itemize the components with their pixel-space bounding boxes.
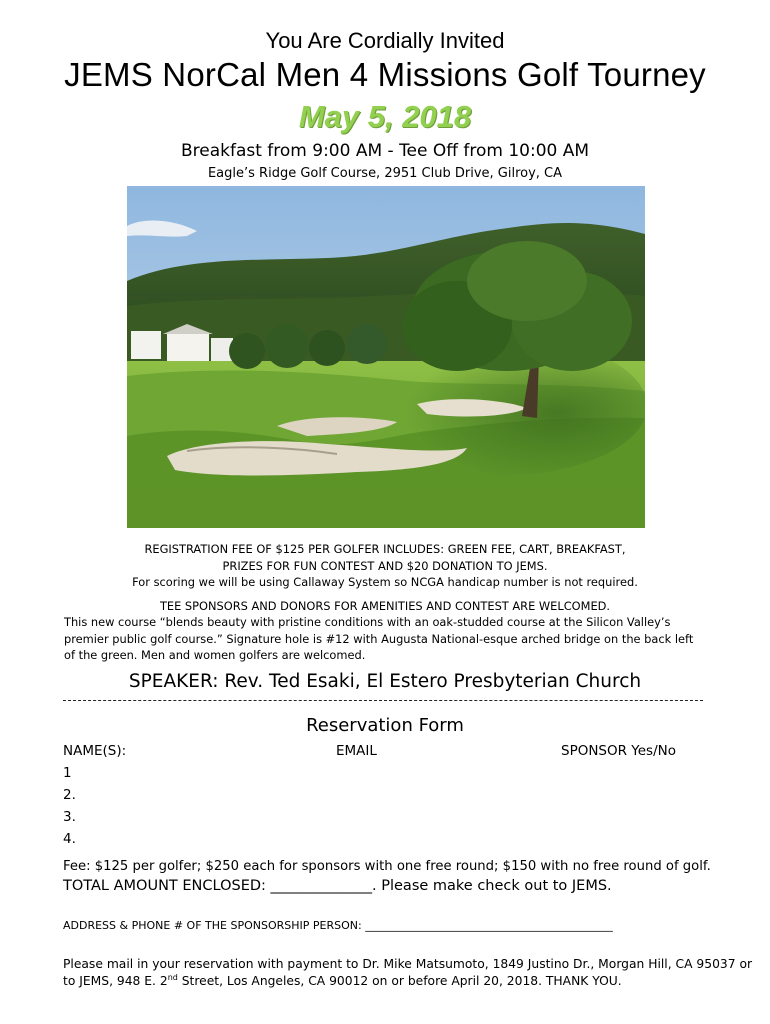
event-times: Breakfast from 9:00 AM - Tee Off from 10:00 AM <box>180 141 590 161</box>
total-amount-line <box>63 878 612 894</box>
mailing-text: Street, Los Angeles, CA 90012 on or before April 20, 2018. THANK YOU. <box>177 974 622 988</box>
sponsor-address-blank: _____________________________________________ <box>365 919 613 932</box>
course-description <box>64 614 714 664</box>
total-amount-blank: ______________ <box>270 878 373 894</box>
golf-course-photo <box>127 186 645 528</box>
sponsor-column-header: SPONSOR Yes/No <box>561 743 677 759</box>
mailing-line: Please mail in your reservation with payment to Dr. Mike Matsumoto, 1849 Justino Dr., Morgan Hill, CA 95037 or <box>63 957 753 971</box>
reservation-form-title: Reservation Form <box>306 715 464 736</box>
course-description-line: This new course “blends beauty with pristine conditions with an oak-studded course at the Silicon Valley’s <box>64 615 671 629</box>
registration-line: REGISTRATION FEE OF $125 PER GOLFER INCLUDES: GREEN FEE, CART, BREAKFAST, <box>144 542 626 556</box>
event-date: May 5, 2018 <box>298 99 472 134</box>
mailing-instructions <box>63 956 753 990</box>
registration-line: For scoring we will be using Callaway System so NCGA handicap number is not required. <box>132 575 638 589</box>
event-location: Eagle’s Ridge Golf Course, 2951 Club Drive, Gilroy, CA <box>207 166 563 181</box>
total-amount-label: TOTAL AMOUNT ENCLOSED: <box>63 878 271 894</box>
names-column-header: NAME(S): <box>63 743 127 759</box>
course-description-line: of the green. Men and women golfers are welcomed. <box>64 648 366 662</box>
sponsor-address-line <box>63 919 613 932</box>
registration-line: PRIZES FOR FUN CONTEST AND $20 DONATION TO JEMS. <box>222 558 548 573</box>
check-payable-note: . Please make check out to JEMS. <box>372 878 612 894</box>
form-row-number: 4. <box>63 831 76 847</box>
fee-schedule: Fee: $125 per golfer; $250 each for sponsors with one free round; $150 with no free round of golf. <box>63 859 711 874</box>
email-column-header: EMAIL <box>336 743 377 759</box>
mailing-line <box>63 973 723 990</box>
form-row-number: 1 <box>63 765 72 781</box>
event-title: JEMS NorCal Men 4 Missions Golf Tourney <box>64 56 706 93</box>
registration-info <box>0 541 770 591</box>
invite-line: You Are Cordially Invited <box>265 28 505 53</box>
sponsor-address-label: ADDRESS & PHONE # OF THE SPONSORSHIP PERSON: <box>63 919 366 932</box>
ordinal-suffix: nd <box>167 972 178 982</box>
cut-line-divider <box>63 700 703 701</box>
speaker-line: SPEAKER: Rev. Ted Esaki, El Estero Presbyterian Church <box>128 671 642 692</box>
form-row-number: 3. <box>63 809 76 825</box>
course-description-line: premier public golf course.” Signature hole is #12 with Augusta National-esque arched bridge on the back left <box>64 631 694 646</box>
form-row-number: 2. <box>63 787 76 803</box>
mailing-text: to JEMS, 948 E. 2 <box>63 974 168 988</box>
sponsors-heading: TEE SPONSORS AND DONORS FOR AMENITIES AND CONTEST ARE WELCOMED. <box>159 599 611 613</box>
